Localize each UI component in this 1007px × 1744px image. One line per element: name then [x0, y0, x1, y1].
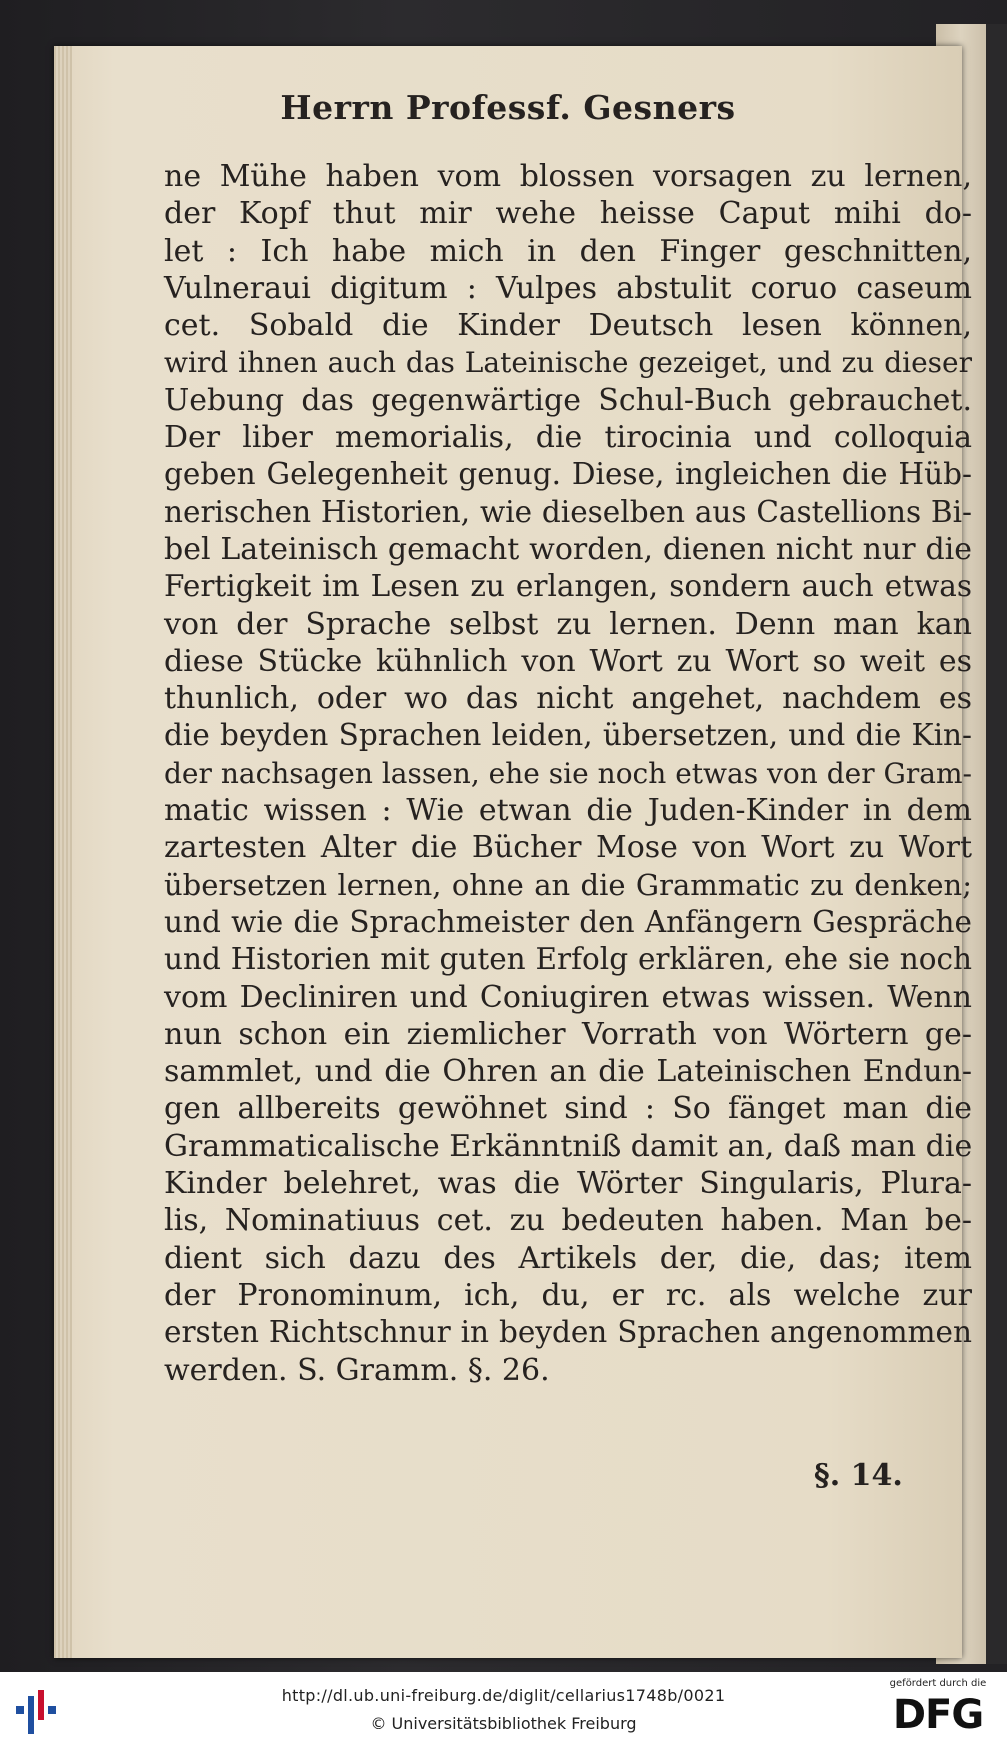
text-line: bel Lateinisch gemacht worden, dienen nicht nur die	[164, 531, 972, 567]
body-text	[164, 158, 972, 1389]
text-line: vom Decliniren und Coniugiren etwas wissen. Wenn	[164, 979, 972, 1015]
text-line: Uebung das gegenwärtige Schul-Buch gebrauchet.	[164, 382, 972, 418]
text-line: zartesten Alter die Bücher Mose von Wort zu Wort	[164, 830, 972, 866]
text-line: Der liber memorialis, die tirocinia und colloquia	[164, 420, 972, 456]
catchword: §. 14.	[814, 1458, 903, 1493]
text-line: let : Ich habe mich in den Finger geschnitten,	[164, 233, 972, 269]
text-line: lis, Nominatiuus cet. zu bedeuten haben. Man be-	[164, 1203, 972, 1239]
text-line: Fertigkeit im Lesen zu erlangen, sondern auch etwas	[164, 569, 972, 604]
text-line: cet. Sobald die Kinder Deutsch lesen können,	[164, 308, 972, 344]
book-page	[54, 46, 973, 1658]
text-line: der Kopf thut mir wehe heisse Caput mihi do-	[164, 196, 972, 232]
text-line: Grammaticalische Erkänntniß damit an, daß man die	[164, 1128, 973, 1164]
text-line: von der Sprache selbst zu lernen. Denn man kan	[164, 606, 972, 642]
text-line: der Pronominum, ich, du, er rc. als welche zur	[164, 1277, 972, 1313]
text-line: die beyden Sprachen leiden, übersetzen, und die Kin-	[164, 718, 972, 753]
viewer-footer	[0, 1672, 1007, 1744]
text-line: und wie die Sprachmeister den Anfängern Gespräche	[164, 904, 972, 939]
dfg-logo: DFG	[892, 1692, 984, 1738]
text-line: sammlet, und die Ohren an die Lateinischen Endun-	[164, 1054, 972, 1090]
logo-bar	[16, 1706, 24, 1714]
logo-bar	[48, 1706, 56, 1714]
text-line: werden. S. Gramm. §. 26.	[164, 1352, 550, 1388]
text-line: geben Gelegenheit genug. Diese, ingleichen die Hüb-	[164, 457, 972, 492]
page-edge-layers	[54, 46, 72, 1658]
text-line: nerischen Historien, wie dieselben aus Castellions Bi-	[164, 494, 972, 529]
text-line: gen allbereits gewöhnet sind : So fänget man die	[164, 1091, 972, 1127]
text-line: wird ihnen auch das Lateinische gezeiget, und zu dieser	[164, 346, 972, 380]
running-head: Herrn Professf. Gesners	[280, 88, 736, 127]
text-line: nun schon ein ziemlicher Vorrath von Wörtern ge-	[164, 1016, 972, 1052]
text-line: ne Mühe haben vom blossen vorsagen zu lernen,	[164, 159, 972, 194]
text-line: dient sich dazu des Artikels der, die, das; item	[164, 1240, 972, 1276]
text-line: Vulneraui digitum : Vulpes abstulit coruo caseum	[164, 270, 972, 306]
text-line: übersetzen lernen, ohne an die Grammatic zu denken;	[164, 867, 972, 902]
text-line: Kinder belehret, was die Wörter Singularis, Plura-	[164, 1166, 972, 1202]
text-line: ersten Richtschnur in beyden Sprachen angenommen	[164, 1315, 972, 1350]
text-line: thunlich, oder wo das nicht angehet, nachdem es	[164, 681, 972, 717]
permalink-url[interactable]: http://dl.ub.uni-freiburg.de/diglit/cellarius1748b/0021	[281, 1686, 726, 1705]
text-line: diese Stücke kühnlich von Wort zu Wort so weit es	[164, 643, 972, 679]
text-line: der nachsagen lassen, ehe sie noch etwas von der Gram-	[164, 756, 972, 790]
dfg-funding-note: gefördert durch die	[889, 1678, 987, 1689]
text-line: matic wissen : Wie etwan die Juden-Kinder in dem	[164, 793, 972, 829]
copyright-text: © Universitätsbibliothek Freiburg	[370, 1714, 637, 1733]
text-line: und Historien mit guten Erfolg erklären, ehe sie noch	[164, 942, 972, 977]
